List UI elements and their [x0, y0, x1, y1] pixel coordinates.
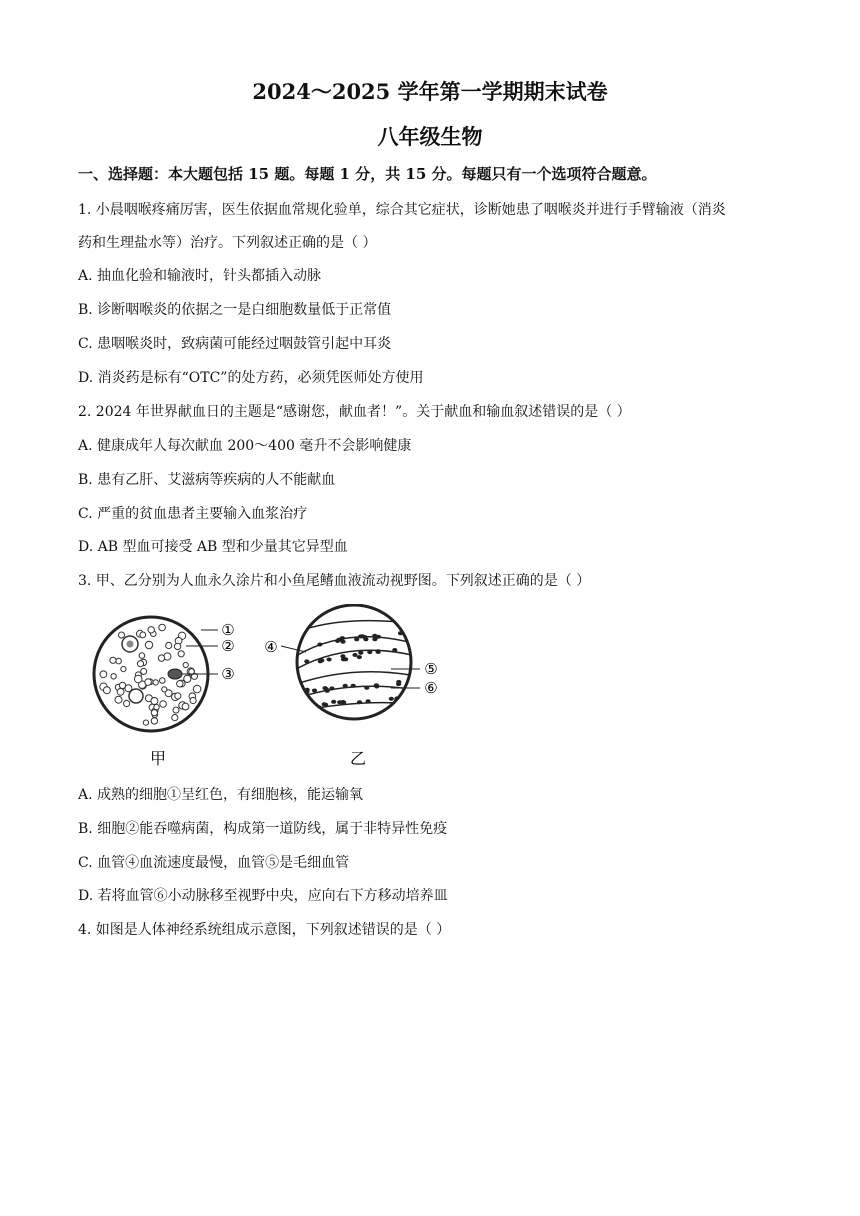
red-blood-cell	[117, 688, 124, 695]
vessel-cell	[317, 643, 322, 647]
red-blood-cell	[175, 693, 181, 699]
vessel-cell	[340, 636, 345, 640]
red-blood-cell	[116, 658, 122, 664]
red-blood-cell	[160, 701, 167, 708]
question-3-option-d: D. 若将血管⑥小动脉移至视野中央，应向右下方移动培养皿	[78, 888, 448, 904]
red-blood-cell	[145, 679, 152, 686]
red-blood-cell	[178, 651, 184, 657]
vessel-cell	[323, 686, 328, 690]
vessel-blood-cells	[304, 631, 404, 709]
vessel-cell	[337, 700, 342, 704]
red-blood-cell	[159, 624, 166, 631]
vessel-cell	[323, 703, 328, 707]
vessel-panel	[264, 605, 437, 768]
smear-panel	[94, 617, 235, 768]
red-blood-cell	[184, 675, 191, 682]
label-4: ④	[264, 638, 278, 656]
red-blood-cell	[172, 715, 178, 721]
caption-right: 乙	[349, 749, 367, 768]
red-blood-cell	[182, 703, 189, 710]
vessel-cell	[351, 684, 356, 688]
red-blood-cell	[137, 661, 143, 667]
red-blood-cell	[140, 632, 146, 638]
red-blood-cell	[110, 657, 116, 663]
red-blood-cell	[158, 655, 164, 661]
vessel-cell	[389, 697, 394, 701]
vessel-cell	[392, 648, 397, 652]
red-blood-cell	[154, 704, 159, 709]
label-5: ⑤	[424, 660, 438, 678]
vessel-cell	[340, 640, 345, 644]
red-blood-cell	[166, 642, 172, 648]
vessel-cell	[354, 637, 359, 641]
vessel-cell	[376, 650, 381, 654]
vessel-cell	[396, 682, 401, 686]
vessel-circle	[297, 605, 411, 719]
red-blood-cell	[115, 696, 122, 703]
red-blood-cell	[100, 671, 107, 678]
vessel-cell	[343, 684, 348, 688]
vessel-cell	[376, 635, 381, 639]
vessel-cell	[367, 650, 372, 654]
question-2-stem: 2. 2024 年世界献血日的主题是“感谢您，献血者！”。关于献血和输血叙述错误的是（ ）	[78, 404, 631, 420]
caption-left: 甲	[149, 749, 167, 768]
vessel-cell	[304, 659, 309, 663]
vessel-cell	[357, 655, 362, 659]
vessel-cell	[329, 686, 334, 690]
question-1-stem-cont: 药和生理盐水等）治疗。下列叙述正确的是（ ）	[78, 235, 377, 251]
question-2-option-a: A. 健康成年人每次献血 200～400 毫升不会影响健康	[78, 438, 412, 454]
red-blood-cell	[151, 698, 158, 705]
exam-subtitle: 八年级生物	[377, 124, 483, 149]
question-3-option-b: B. 细胞②能吞噬病菌，构成第一道防线，属于非特异性免疫	[78, 821, 448, 837]
red-blood-cell	[103, 687, 110, 694]
vessel-cell	[357, 700, 362, 704]
red-blood-cell	[173, 707, 179, 713]
label-6: ⑥	[424, 679, 438, 697]
question-1-option-d: D. 消炎药是标有“OTC”的处方药，必须凭医师处方使用	[78, 370, 424, 386]
vessel-cell	[364, 686, 369, 690]
question-1-option-a: A. 抽血化验和输液时，针头都插入动脉	[78, 268, 322, 284]
question-2-option-d: D. AB 型血可接受 AB 型和少量其它异型血	[78, 539, 348, 555]
red-blood-cell	[148, 627, 154, 633]
vessel-cell	[366, 699, 371, 703]
stained-cell	[168, 669, 182, 679]
section-heading: 一、选择题：本大题包括 15 题。每题 1 分，共 15 分。每题只有一个选项符合题意。	[78, 165, 657, 183]
blood-figure	[86, 604, 456, 774]
question-2-option-c: C. 严重的贫血患者主要输入血浆治疗	[78, 506, 308, 522]
vessel-cell	[399, 698, 404, 702]
vessel-cell	[335, 639, 340, 643]
white-blood-cell-2	[129, 689, 143, 703]
red-blood-cell	[119, 632, 125, 638]
red-blood-cell	[111, 674, 116, 679]
red-blood-cell	[174, 643, 180, 649]
red-blood-cell	[162, 687, 167, 692]
label-2: ②	[221, 637, 235, 655]
red-blood-cell	[151, 718, 157, 724]
label-3: ③	[221, 665, 235, 683]
red-blood-cell	[119, 682, 125, 688]
question-3-stem: 3. 甲、乙分别为人血永久涂片和小鱼尾鳍血液流动视野图。下列叙述正确的是（ ）	[78, 573, 591, 589]
exam-title: 2024～2025 学年第一学期期末试卷	[252, 79, 608, 104]
blood-figure-svg	[86, 604, 456, 774]
red-blood-cell	[193, 685, 201, 693]
question-1-stem: 1. 小晨咽喉疼痛厉害，医生依据血常规化验单，综合其它症状，诊断她患了咽喉炎并进行手臂输液（消炎	[78, 202, 726, 218]
question-1-option-b: B. 诊断咽喉炎的依据之一是白细胞数量低于正常值	[78, 302, 392, 318]
red-blood-cell	[134, 675, 142, 683]
vessel-cell	[331, 700, 336, 704]
vessel-cell	[374, 683, 379, 687]
red-blood-cell	[190, 697, 196, 703]
red-blood-cell	[151, 710, 157, 716]
vessel-cell	[358, 651, 363, 655]
red-blood-cell	[160, 678, 166, 684]
question-3-option-c: C. 血管④血流速度最慢，血管⑤是毛细血管	[78, 855, 350, 871]
vessel-cell	[352, 653, 357, 657]
red-blood-cell	[121, 667, 126, 672]
label-line-4	[281, 646, 306, 652]
red-blood-cell	[183, 662, 188, 667]
vessel-cell	[358, 634, 363, 638]
question-3-option-a: A. 成熟的细胞①呈红色，有细胞核，能运输氧	[78, 787, 364, 803]
question-4-stem: 4. 如图是人体神经系统组成示意图，下列叙述错误的是（ ）	[78, 922, 451, 938]
label-1: ①	[221, 621, 235, 639]
question-2-option-b: B. 患有乙肝、艾滋病等疾病的人不能献血	[78, 472, 336, 488]
red-blood-cell	[153, 680, 158, 685]
vessel-cell	[343, 657, 348, 661]
vessel-cell	[312, 689, 317, 693]
red-blood-cell	[124, 700, 130, 706]
red-blood-cell	[143, 720, 148, 725]
question-1-option-c: C. 患咽喉炎时，致病菌可能经过咽鼓管引起中耳炎	[78, 336, 392, 352]
vessel-cell	[318, 659, 323, 663]
vessel-cell	[327, 658, 332, 662]
red-blood-cell	[177, 681, 183, 687]
red-blood-cell	[139, 653, 145, 659]
white-blood-cell-nucleus	[127, 641, 134, 648]
red-blood-cell	[145, 641, 152, 648]
